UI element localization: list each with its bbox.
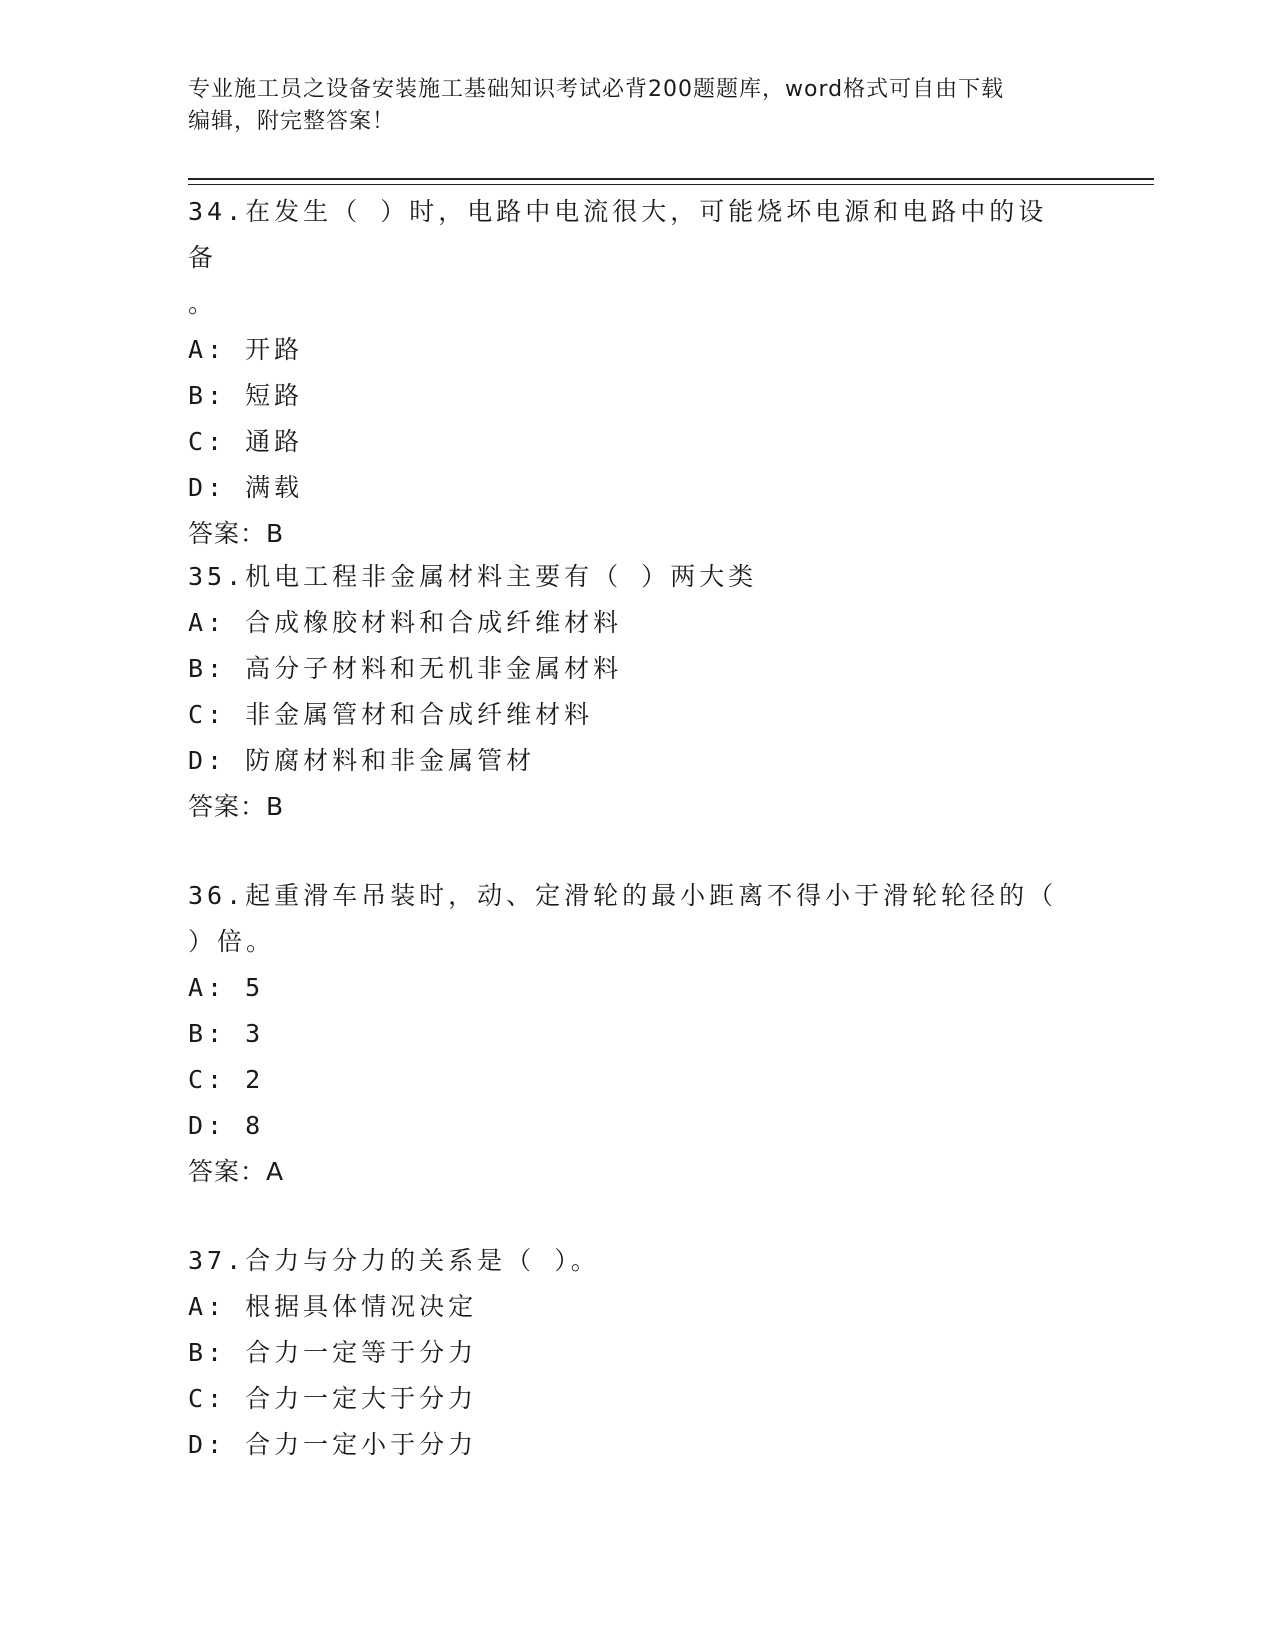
option-b: B: 短路 — [188, 381, 304, 410]
option-d: D: 8 — [188, 1111, 265, 1140]
option-d: D: 防腐材料和非金属管材 — [188, 746, 536, 775]
header-line-1: 专业施工员之设备安装施工基础知识考试必背200题题库，word格式可自由下载 — [188, 77, 1005, 102]
question-stem: 35.机电工程非金属材料主要有（ ）两大类 — [188, 562, 758, 591]
document-header — [188, 74, 1088, 138]
option-b: B: 合力一定等于分力 — [188, 1338, 478, 1367]
question-stem: 36.起重滑车吊装时，动、定滑轮的最小距离不得小于滑轮轮径的（ — [188, 881, 1058, 910]
question-35 — [188, 554, 1068, 830]
option-a: A: 5 — [188, 973, 265, 1002]
answer-line: 答案：B — [188, 519, 285, 548]
answer-line: 答案：A — [188, 1157, 285, 1186]
option-c: C: 合力一定大于分力 — [188, 1384, 478, 1413]
option-a: A: 合成橡胶材料和合成纤维材料 — [188, 608, 623, 637]
answer-line: 答案：B — [188, 792, 285, 821]
option-b: B: 高分子材料和无机非金属材料 — [188, 654, 623, 683]
question-stem: 37.合力与分力的关系是（ ）。 — [188, 1246, 600, 1275]
option-c: C: 非金属管材和合成纤维材料 — [188, 700, 594, 729]
option-a: A: 根据具体情况决定 — [188, 1292, 478, 1321]
question-34 — [188, 189, 1068, 557]
header-rule-thick — [188, 178, 1154, 180]
option-c: C: 2 — [188, 1065, 265, 1094]
option-d: D: 满载 — [188, 473, 304, 502]
question-stem-continued: 。 — [188, 289, 218, 318]
header-line-2: 编辑，附完整答案！ — [188, 109, 396, 134]
option-b: B: 3 — [188, 1019, 265, 1048]
question-37 — [188, 1238, 1068, 1468]
header-rule-thin — [188, 184, 1154, 185]
question-stem: 34.在发生（ ）时，电路中电流很大，可能烧坏电源和电路中的设备 — [188, 197, 1048, 272]
question-stem-continued: ）倍。 — [188, 927, 276, 956]
question-36 — [188, 873, 1068, 1195]
option-d: D: 合力一定小于分力 — [188, 1430, 478, 1459]
option-c: C: 通路 — [188, 427, 304, 456]
option-a: A: 开路 — [188, 335, 304, 364]
